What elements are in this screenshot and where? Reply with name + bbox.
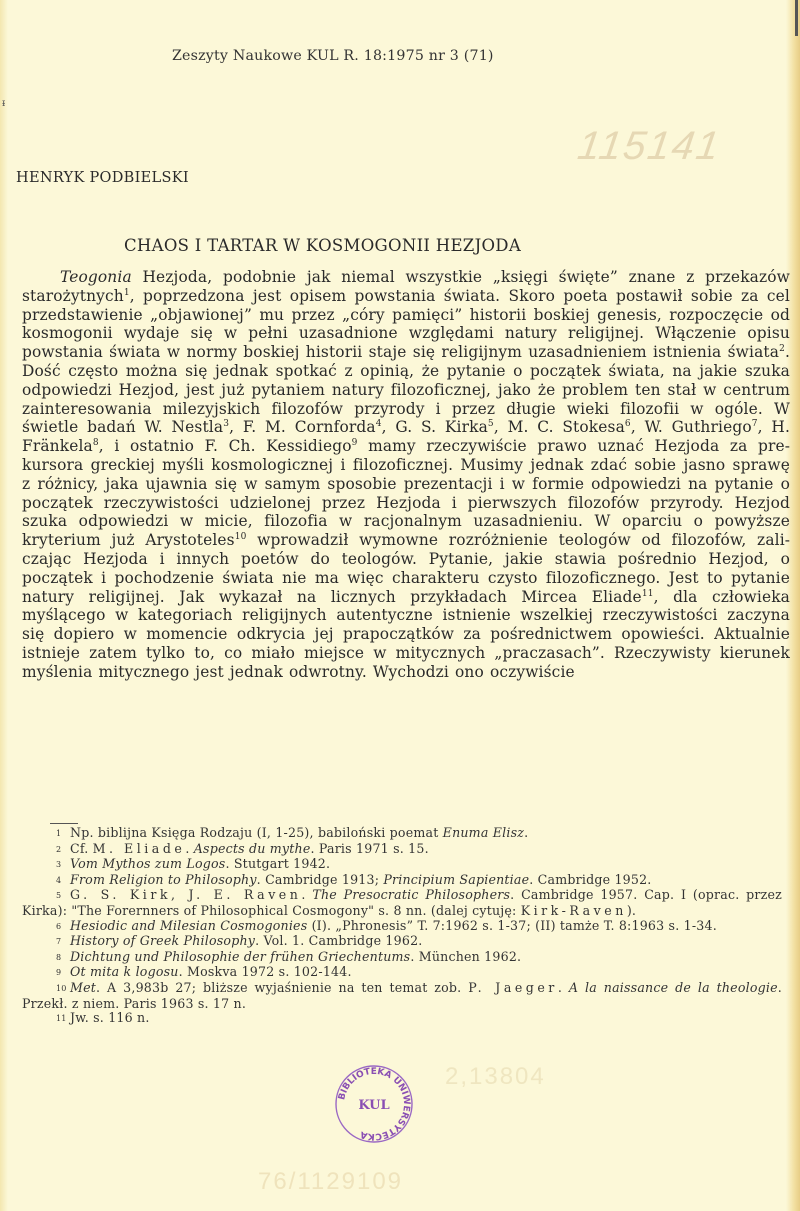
text-run: . (185, 840, 194, 856)
text-run: , dla człowieka myślącego w kategoriach religijnych autentyczne istnienie wszelkiej rzeczywistości zaczyna się dopiero w momencie odkrycia jej prapoczątków za pośrednictwem opowieści. Aktualnie istnieje zatem tylko to, co miało miejsce w mitycznych „praczasach”. Rzeczywisty kierunek myślenia mitycznego jest jednak odwrotny. Wychodzi ono oczywiście (22, 587, 791, 681)
stamp-outer-text: BIBLIOTEKA UNIWERSYTECKA (337, 1066, 412, 1142)
author-spaced: G. S. Kirk, J. E. Raven (70, 887, 302, 903)
text-run: . (301, 887, 313, 903)
footnote-2 (22, 842, 782, 858)
text-run: . Cambridge 1952. (529, 871, 652, 887)
footnote-ref[interactable]: 11 (641, 588, 654, 599)
italic-title: A la naissance de la theologie (568, 979, 778, 995)
footnote-ref[interactable]: 5 (487, 419, 494, 430)
footnote-7 (22, 934, 782, 950)
footnote-11 (22, 1011, 782, 1027)
footnote-10 (22, 981, 782, 1011)
text-run: . Paris 1971 s. 15. (310, 840, 429, 856)
footnote-ref[interactable]: 6 (624, 419, 631, 430)
faint-bottom-number: 76/1129109 (258, 1168, 404, 1195)
footnote-ref[interactable]: 7 (751, 419, 758, 430)
body-paragraph (22, 268, 790, 682)
footnote-number: 10 (56, 983, 67, 993)
text-run: . Cambridge 1913; (256, 871, 384, 887)
text-run: Jw. s. 116 n. (70, 1010, 150, 1026)
footnote-9 (22, 965, 782, 981)
text-run: . München 1962. (410, 948, 522, 964)
author-spaced: M. Eliade (92, 840, 186, 856)
text-run: Cf. (70, 840, 93, 856)
italic-title: Teogonia (60, 268, 132, 286)
italic-title: History of Greek Philosophy (70, 933, 256, 949)
footnote-number: 11 (56, 1014, 67, 1024)
author-spaced: Kirk-Raven (520, 902, 627, 918)
handwritten-shelf-mark: 115141 (574, 124, 724, 168)
footnote-number: 1 (56, 829, 62, 838)
footnote-ref[interactable]: 10 (234, 532, 247, 543)
footnote-ref[interactable]: 8 (92, 438, 99, 449)
footnote-number: 9 (56, 968, 62, 978)
footnote-4 (22, 873, 782, 889)
footnote-3 (22, 857, 782, 873)
text-run: mamy rzeczywiście prawo uznać Hezjoda za prekursora greckiej myśli kosmologicznej i filozoficznej. Musimy jednak zdać sobie jasno sprawę z różnicy, jaka ujawnia się w samym sposobie prezentacji i w formie odpowiedzi na pytanie o początek rzeczywistości udzielonej przez Hezjoda i pierwszych filozofów przyrody. Hezjod szuka odpowiedzi w micie, filozofia w racjonalnym uzasadnieniu. W oparciu o powyższe kryterium już Arystoteles (22, 437, 790, 550)
text-run: , W. Guthriego (630, 418, 752, 437)
text-run: . Dość często można się jednak spotkać z opinią, że pytanie o początek świata, na jakie szuka odpowiedzi Hezjod, jest już pytaniem natury filozoficznej, jako że problem ten stał w centrum zainteresowania milezyjskich filozofów przyrody i przez długie wieki filozofii w ogóle. W świetle badań W. Nestla (22, 343, 790, 437)
italic-title: Vom Mythos zum Logos (70, 856, 226, 872)
text-run: . Przekł. z niem. Paris 1963 s. 17 n. (22, 979, 782, 1011)
footnote-6 (22, 919, 782, 935)
footnote-number: 4 (56, 875, 62, 885)
italic-title: Principium Sapientiae (383, 871, 530, 887)
library-stamp (334, 1064, 414, 1144)
text-run: . Moskva 1972 s. 102-144. (178, 964, 352, 980)
text-run: ). (626, 902, 637, 918)
text-run: . A 3,983b 27; bliższe wyjaśnienie na ten temat zob. (96, 979, 469, 995)
text-run: (I). „Phronesis” T. 7:1962 s. 1-37; (II) tamże T. 8:1963 s. 1-34. (307, 917, 717, 933)
text-run: . Cambridge 1957. Cap. I (oprac. przez Kirka): "The Forernners of Philosophical Cosmogony" s. 8 nn. (dalej cytuję: (22, 887, 782, 918)
faint-stamp-number: 2,13804 (445, 1063, 546, 1090)
text-run: . (557, 979, 569, 995)
text-run: . Stutgart 1942. (225, 856, 331, 872)
footnote-ref[interactable]: 1 (123, 287, 130, 298)
footnote-number: 6 (56, 921, 62, 931)
footnote-number: 8 (56, 952, 62, 962)
text-run: Hezjoda, podobnie jak niemal wszystkie „księgi święte” znane z przekazów starożytnych (22, 268, 790, 305)
text-run: , M. C. Stokesa (493, 418, 625, 437)
italic-title: Ot mita k logosu (70, 964, 179, 980)
page-edge-left (0, 0, 8, 1211)
binding-mark (795, 0, 798, 36)
text-run: . Vol. 1. Cambridge 1962. (255, 933, 423, 949)
italic-title: Met (70, 979, 97, 995)
footnote-number: 7 (56, 937, 62, 947)
text-run: , poprzedzona jest opisem powstania świata. Skoro poeta postawił sobie za cel przedstawienie „objawionej” mu przez „córy pamięci” historii boskiej genesis, rozpoczęcie od kosmogonii wydaje się w pełni uzasadnione względami natury religijnej. Włączenie opisu powstania świata w normy boskiej historii staje się religijnym uzasadnieniem istnienia świata (22, 286, 790, 362)
footnote-1 (22, 826, 782, 842)
italic-title: From Religion to Philosophy (70, 871, 257, 887)
italic-title: Dichtung und Philosophie der frühen Griechentums (70, 948, 411, 964)
text-run: , F. M. Cornforda (229, 418, 376, 437)
text-run: , i ostatnio F. Ch. Kessidiego (98, 437, 352, 456)
footnote-5 (22, 888, 782, 918)
text-run: , H. Fränkela (22, 418, 791, 456)
stamp-inner-text: KUL (358, 1098, 390, 1113)
footnote-ref[interactable]: 4 (375, 419, 382, 430)
author-name: HENRYK PODBIELSKI (16, 170, 189, 186)
footnote-number: 3 (56, 860, 62, 870)
footnotes (22, 826, 782, 1027)
text-run: , G. S. Kirka (381, 418, 488, 437)
footnote-ref[interactable]: 3 (223, 419, 230, 430)
footnote-number: 2 (56, 844, 62, 854)
footnote-ref[interactable]: 9 (351, 438, 358, 449)
italic-title: Enuma Elisz (442, 825, 525, 840)
text-run: wprowadził wymowne rozróżnienie teologów od filozofów, zaliczając Hezjoda i innych poetów do teologów. Pytanie, jakie stawia pośrednio Hezjod, o początek i pochodzenie świata nie ma więc charakteru czysto filozoficznego. Jest to pytanie natury religijnej. Jak wykazał na licznych przykładach Mircea Eliade (22, 531, 790, 606)
italic-title: The Presocratic Philosophers (312, 887, 511, 903)
margin-mark: ᵻ (2, 98, 6, 109)
footnote-8 (22, 950, 782, 966)
footnote-separator (50, 823, 78, 824)
running-head: Zeszyty Naukowe KUL R. 18:1975 nr 3 (71) (172, 48, 494, 64)
footnote-ref[interactable]: 2 (779, 344, 785, 355)
footnote-number: 5 (56, 891, 62, 901)
article-title: CHAOS I TARTAR W KOSMOGONII HEZJODA (124, 236, 522, 255)
italic-title: Hesiodic and Milesian Cosmogonies (70, 917, 308, 933)
text-run: . (524, 825, 529, 840)
italic-title: Aspects du mythe (193, 840, 311, 856)
text-run: Np. biblijna Księga Rodzaju (I, 1-25), babiloński poemat (70, 825, 443, 840)
author-spaced: P. Jaeger (468, 979, 558, 995)
